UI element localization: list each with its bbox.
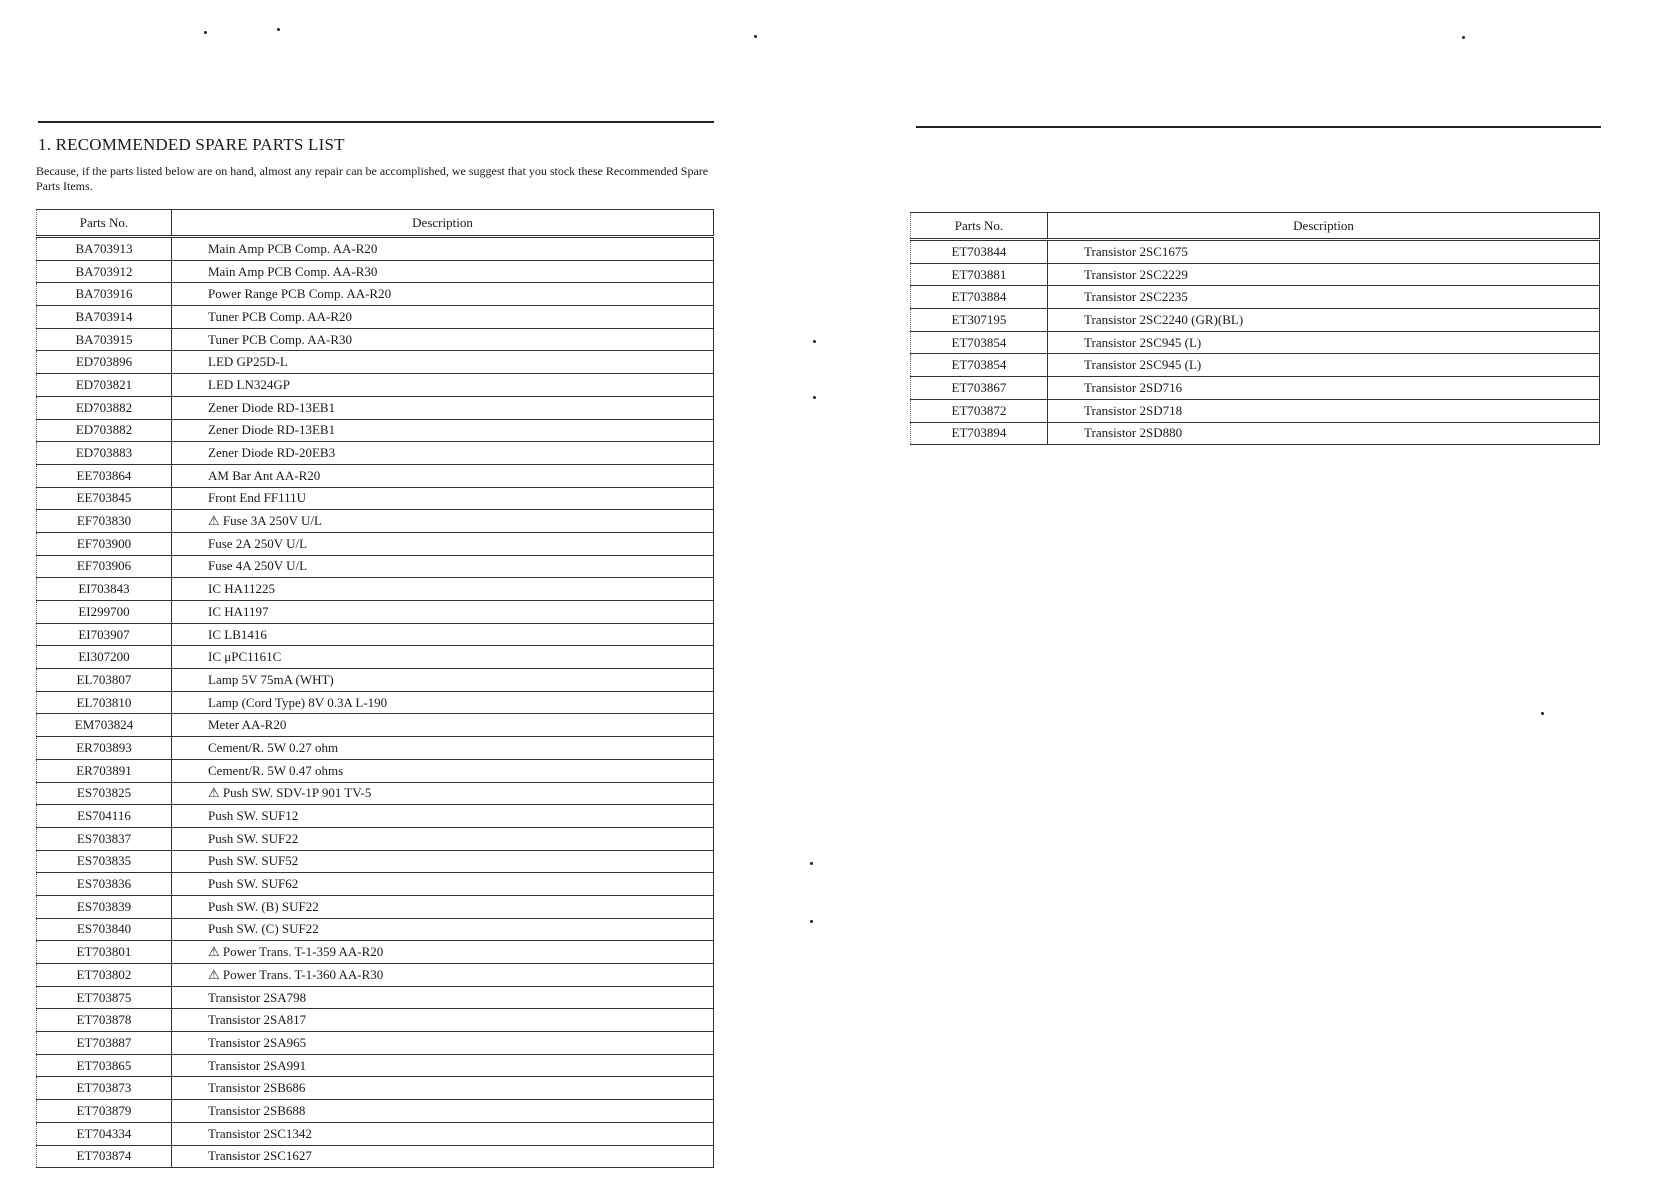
description-cell: Transistor 2SA817 (172, 1009, 714, 1032)
description-cell: Transistor 2SC2240 (GR)(BL) (1048, 309, 1600, 332)
parts-no-cell: EI307200 (37, 646, 172, 669)
description-cell: ⚠ Power Trans. T-1-360 AA-R30 (172, 964, 714, 987)
description-cell: AM Bar Ant AA-R20 (172, 464, 714, 487)
scan-speck (813, 340, 816, 343)
table-row (37, 669, 714, 692)
parts-no-cell: ED703883 (37, 442, 172, 465)
spare-parts-table-right (910, 212, 1600, 445)
description-cell: IC μPC1161C (172, 646, 714, 669)
table-row (37, 374, 714, 397)
parts-no-cell: EE703845 (37, 487, 172, 510)
table-row (37, 601, 714, 624)
scan-speck (810, 862, 813, 865)
parts-no-cell: ET703844 (911, 240, 1048, 264)
table-body-left (37, 237, 714, 1168)
table-row (37, 1009, 714, 1032)
table-row (37, 532, 714, 555)
parts-no-cell: ET703867 (911, 377, 1048, 400)
table-body-right (911, 240, 1600, 445)
parts-no-cell: EM703824 (37, 714, 172, 737)
parts-no-cell: ET703865 (37, 1054, 172, 1077)
parts-no-cell: BA703915 (37, 328, 172, 351)
parts-no-cell: ES703840 (37, 918, 172, 941)
parts-no-cell: EL703810 (37, 691, 172, 714)
description-cell: Zener Diode RD-13EB1 (172, 396, 714, 419)
parts-no-cell: ER703893 (37, 737, 172, 760)
table-row (37, 283, 714, 306)
table-row (37, 1145, 714, 1168)
parts-no-cell: ET703884 (911, 286, 1048, 309)
table-row (37, 918, 714, 941)
description-cell: Cement/R. 5W 0.47 ohms (172, 759, 714, 782)
parts-no-cell: BA703914 (37, 306, 172, 329)
parts-no-cell: EF703830 (37, 510, 172, 533)
table-row (37, 510, 714, 533)
description-cell: IC HA1197 (172, 601, 714, 624)
description-cell: Transistor 2SC1675 (1048, 240, 1600, 264)
parts-no-cell: ET703872 (911, 399, 1048, 422)
parts-no-cell: EL703807 (37, 669, 172, 692)
table-row (37, 442, 714, 465)
description-cell: Transistor 2SA798 (172, 986, 714, 1009)
parts-no-cell: EE703864 (37, 464, 172, 487)
table-header-row (911, 213, 1600, 240)
table-row (911, 286, 1600, 309)
description-cell: Tuner PCB Comp. AA-R20 (172, 306, 714, 329)
description-cell: IC HA11225 (172, 578, 714, 601)
table-row (911, 309, 1600, 332)
table-row (911, 263, 1600, 286)
table-row (37, 895, 714, 918)
description-cell: Transistor 2SC1342 (172, 1122, 714, 1145)
parts-no-cell: ET703878 (37, 1009, 172, 1032)
parts-no-cell: ES703836 (37, 873, 172, 896)
table-row (911, 331, 1600, 354)
parts-no-cell: BA703913 (37, 237, 172, 261)
description-cell: Push SW. (C) SUF22 (172, 918, 714, 941)
parts-no-cell: ET703875 (37, 986, 172, 1009)
table-row (37, 260, 714, 283)
parts-no-cell: ET703802 (37, 964, 172, 987)
description-cell: Front End FF111U (172, 487, 714, 510)
parts-no-cell: ET703894 (911, 422, 1048, 445)
description-cell: Transistor 2SD718 (1048, 399, 1600, 422)
table-row (37, 328, 714, 351)
table-row (911, 240, 1600, 264)
top-rule (38, 121, 714, 123)
table-row (37, 396, 714, 419)
parts-no-cell: ES703837 (37, 827, 172, 850)
top-rule (916, 126, 1601, 128)
table-row (37, 1077, 714, 1100)
parts-no-cell: ED703882 (37, 419, 172, 442)
description-cell: Lamp (Cord Type) 8V 0.3A L-190 (172, 691, 714, 714)
description-cell: Transistor 2SB688 (172, 1100, 714, 1123)
description-cell: Transistor 2SC945 (L) (1048, 331, 1600, 354)
table-row (37, 873, 714, 896)
table-row (37, 1032, 714, 1055)
description-cell: Cement/R. 5W 0.27 ohm (172, 737, 714, 760)
scan-speck (813, 396, 816, 399)
parts-no-cell: ET703879 (37, 1100, 172, 1123)
parts-no-cell: ET704334 (37, 1122, 172, 1145)
table-row (37, 964, 714, 987)
scan-speck (204, 31, 207, 34)
table-row (911, 354, 1600, 377)
table-row (37, 351, 714, 374)
parts-no-cell: EF703900 (37, 532, 172, 555)
description-cell: Tuner PCB Comp. AA-R30 (172, 328, 714, 351)
parts-no-cell: EI703843 (37, 578, 172, 601)
description-cell: Push SW. SUF62 (172, 873, 714, 896)
parts-no-cell: ES703835 (37, 850, 172, 873)
right-page (836, 0, 1672, 1179)
description-cell: ⚠ Push SW. SDV-1P 901 TV-5 (172, 782, 714, 805)
parts-no-cell: ET703887 (37, 1032, 172, 1055)
description-cell: Main Amp PCB Comp. AA-R20 (172, 237, 714, 261)
table-row (37, 759, 714, 782)
scan-speck (754, 35, 757, 38)
description-cell: Lamp 5V 75mA (WHT) (172, 669, 714, 692)
parts-no-cell: EF703906 (37, 555, 172, 578)
parts-no-cell: ES704116 (37, 805, 172, 828)
table-row (37, 646, 714, 669)
table-row (37, 578, 714, 601)
scan-speck (277, 28, 280, 31)
description-cell: Transistor 2SA991 (172, 1054, 714, 1077)
description-cell: Transistor 2SC2229 (1048, 263, 1600, 286)
scan-speck (810, 920, 813, 923)
description-cell: Fuse 2A 250V U/L (172, 532, 714, 555)
parts-no-cell: BA703912 (37, 260, 172, 283)
description-cell: Transistor 2SC2235 (1048, 286, 1600, 309)
description-cell: ⚠ Fuse 3A 250V U/L (172, 510, 714, 533)
parts-no-cell: ET307195 (911, 309, 1048, 332)
scan-speck (1541, 712, 1544, 715)
description-cell: LED GP25D-L (172, 351, 714, 374)
table-row (37, 1100, 714, 1123)
parts-no-cell: ET703854 (911, 331, 1048, 354)
table-row (37, 1122, 714, 1145)
description-cell: Power Range PCB Comp. AA-R20 (172, 283, 714, 306)
header-parts-no: Parts No. (911, 213, 1048, 240)
parts-no-cell: EI299700 (37, 601, 172, 624)
table-row (37, 986, 714, 1009)
header-parts-no: Parts No. (37, 210, 172, 237)
spare-parts-table-left (36, 209, 714, 1168)
parts-no-cell: ES703825 (37, 782, 172, 805)
parts-no-cell: ET703854 (911, 354, 1048, 377)
description-cell: Push SW. SUF52 (172, 850, 714, 873)
scan-speck (1462, 36, 1465, 39)
table-row (911, 399, 1600, 422)
header-description: Description (172, 210, 714, 237)
parts-no-cell: ER703891 (37, 759, 172, 782)
description-cell: Zener Diode RD-20EB3 (172, 442, 714, 465)
section-title: 1. RECOMMENDED SPARE PARTS LIST (38, 135, 345, 154)
table-row (37, 805, 714, 828)
parts-no-cell: ET703874 (37, 1145, 172, 1168)
description-cell: Transistor 2SC945 (L) (1048, 354, 1600, 377)
table-row (37, 464, 714, 487)
table-row (37, 1054, 714, 1077)
description-cell: Zener Diode RD-13EB1 (172, 419, 714, 442)
table-row (37, 691, 714, 714)
description-cell: Push SW. SUF22 (172, 827, 714, 850)
description-cell: Transistor 2SA965 (172, 1032, 714, 1055)
description-cell: Push SW. SUF12 (172, 805, 714, 828)
parts-no-cell: ED703882 (37, 396, 172, 419)
table-row (37, 941, 714, 964)
table-row (37, 306, 714, 329)
parts-no-cell: BA703916 (37, 283, 172, 306)
header-description: Description (1048, 213, 1600, 240)
table-row (37, 827, 714, 850)
description-cell: Meter AA-R20 (172, 714, 714, 737)
table-row (37, 850, 714, 873)
table-row (37, 737, 714, 760)
parts-no-cell: ES703839 (37, 895, 172, 918)
parts-no-cell: ET703801 (37, 941, 172, 964)
table-row (37, 623, 714, 646)
table-row (37, 419, 714, 442)
intro-text: Because, if the parts listed below are on hand, almost any repair can be accomplished, we suggest that you stock these Recommended Spare Parts Items. (36, 164, 709, 193)
table-header-row (37, 210, 714, 237)
description-cell: LED LN324GP (172, 374, 714, 397)
table-row (37, 555, 714, 578)
description-cell: Transistor 2SB686 (172, 1077, 714, 1100)
table-row (911, 422, 1600, 445)
table-row (37, 782, 714, 805)
table-row (37, 714, 714, 737)
parts-no-cell: ET703881 (911, 263, 1048, 286)
parts-no-cell: ET703873 (37, 1077, 172, 1100)
description-cell: ⚠ Power Trans. T-1-359 AA-R20 (172, 941, 714, 964)
parts-no-cell: ED703896 (37, 351, 172, 374)
description-cell: Main Amp PCB Comp. AA-R30 (172, 260, 714, 283)
parts-no-cell: ED703821 (37, 374, 172, 397)
description-cell: Transistor 2SD880 (1048, 422, 1600, 445)
description-cell: IC LB1416 (172, 623, 714, 646)
description-cell: Transistor 2SD716 (1048, 377, 1600, 400)
description-cell: Transistor 2SC1627 (172, 1145, 714, 1168)
table-row (37, 237, 714, 261)
table-row (911, 377, 1600, 400)
description-cell: Fuse 4A 250V U/L (172, 555, 714, 578)
table-row (37, 487, 714, 510)
parts-no-cell: EI703907 (37, 623, 172, 646)
description-cell: Push SW. (B) SUF22 (172, 895, 714, 918)
